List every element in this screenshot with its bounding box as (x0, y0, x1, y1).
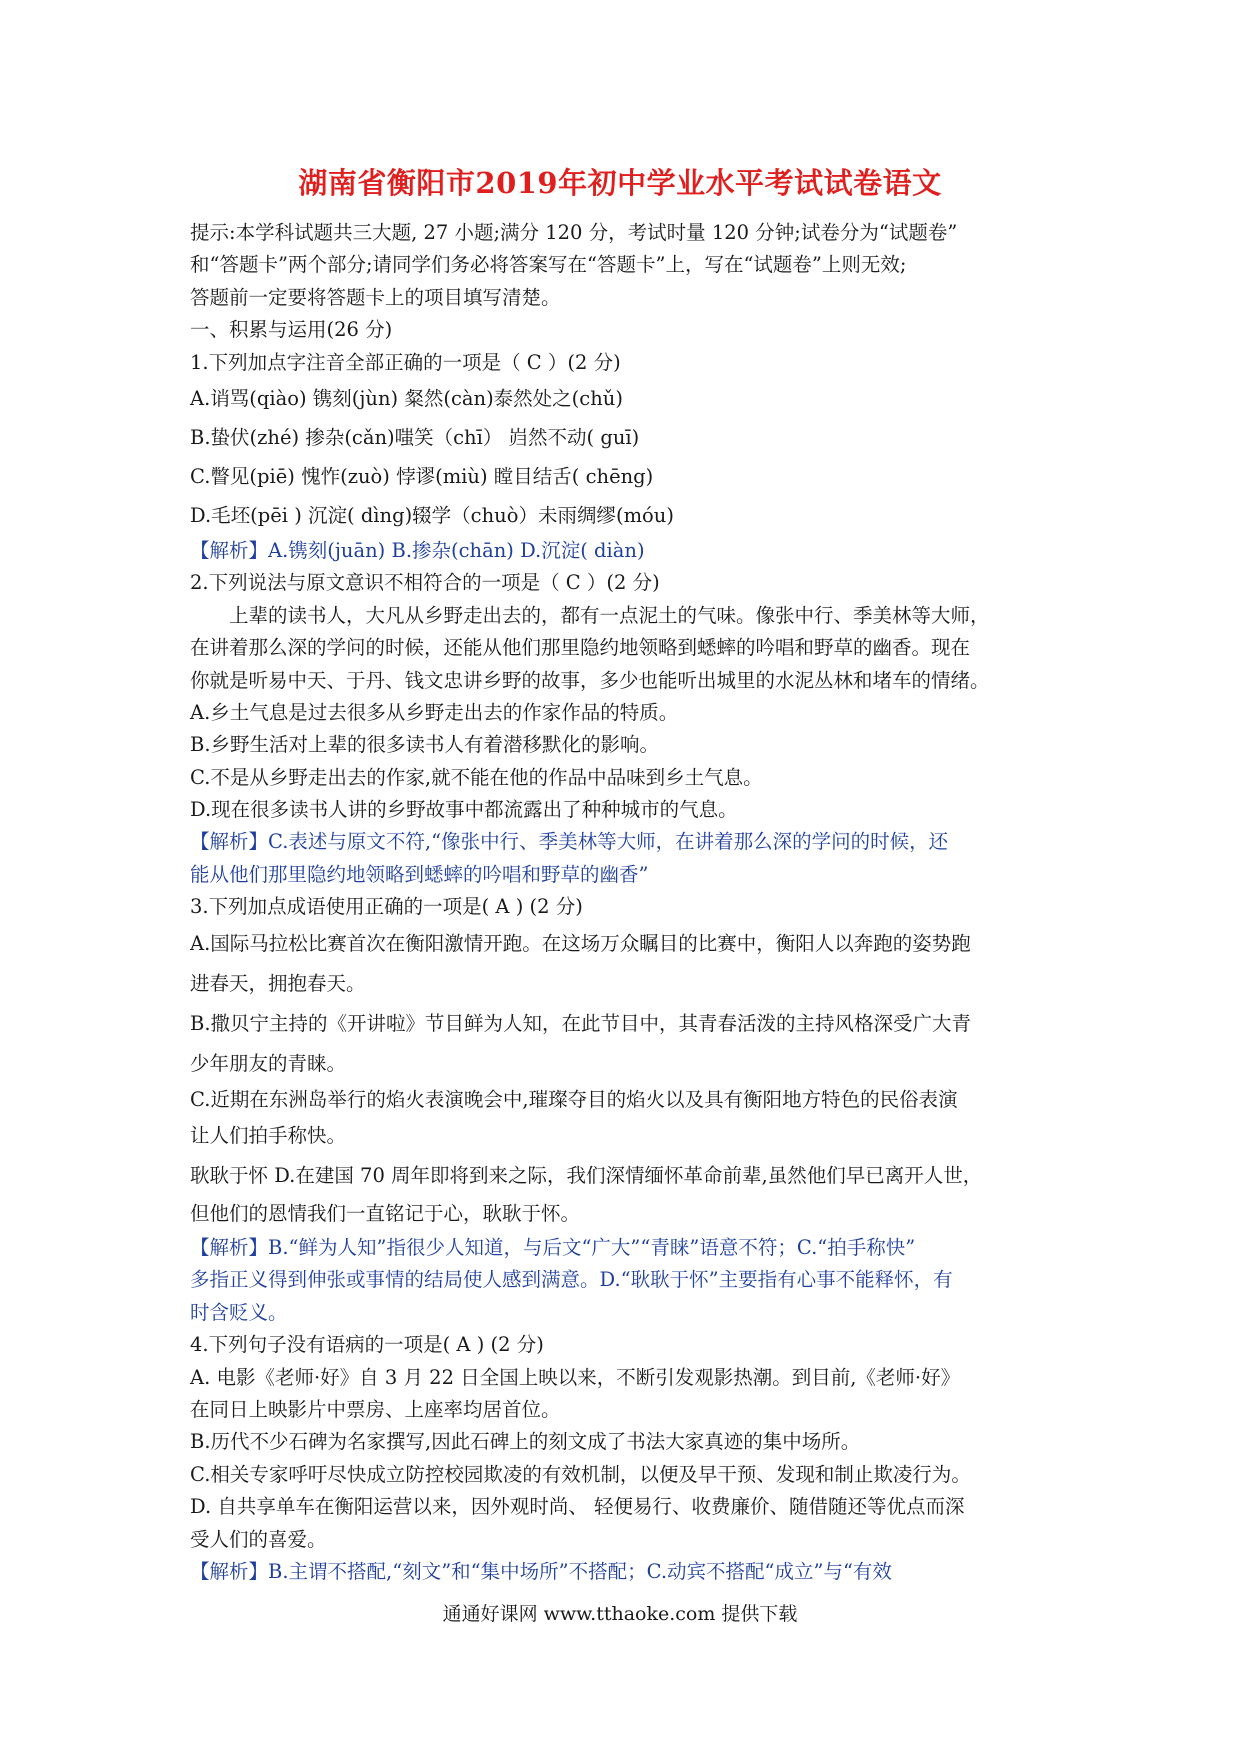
question-3-analysis: 【解析】B.“鲜为人知”指很少人知道，与后文“广大”“青睐”语意不符；C.“拍手称快” (190, 1236, 916, 1260)
question-2-option-c: C.不是从乡野走出去的作家,就不能在他的作品中品味到乡土气息。 (190, 765, 763, 789)
question-3-option-b: B.撒贝宁主持的《开讲啦》节目鲜为人知，在此节目中，其青春活泼的主持风格深受广大青 (190, 1011, 972, 1035)
section-heading: 一、积累与运用(26 分) (190, 318, 393, 342)
document-body (190, 217, 1062, 1588)
question-3-analysis: 时含贬义。 (190, 1300, 288, 1324)
question-3-option-a: A.国际马拉松比赛首次在衡阳激情开跑。在这场万众瞩目的比赛中，衡阳人以奔跑的姿势跑 (190, 931, 971, 955)
question-3-option-a: 进春天，拥抱春天。 (190, 971, 366, 995)
question-2-option-d: D.现在很多读书人讲的乡野故事中都流露出了种种城市的气息。 (190, 798, 738, 822)
question-3-option-c: 让人们拍手称快。 (190, 1124, 347, 1148)
question-4-option-d: D. 自共享单车在衡阳运营以来，因外观时尚、 轻便易行、收费廉价、随借随还等优点而深 (190, 1495, 965, 1519)
instruction-line: 和“答题卡”两个部分;请同学们务必将答案写在“答题卡”上，写在“试题卷”上则无效; (190, 253, 907, 277)
question-3-option-b: 少年朋友的青睐。 (190, 1051, 347, 1075)
question-3-option-d: 耿耿于怀 D.在建国 70 周年即将到来之际，我们深情缅怀革命前辈,虽然他们早已离开人世， (190, 1164, 983, 1188)
question-2-analysis: 【解析】C.表述与原文不符,“像张中行、季美林等大师，在讲着那么深的学问的时候，还 (190, 830, 949, 854)
question-1-stem: 1.下列加点字注音全部正确的一项是（ C ）(2 分) (190, 350, 621, 374)
instruction-line: 答题前一定要将答题卡上的项目填写清楚。 (190, 285, 561, 309)
question-1-option-d: D.毛坯(pēi ) 沉淀( dìng)辍学（chuò）未雨绸缪(móu) (190, 503, 674, 527)
question-2-option-a: A.乡土气息是过去很多从乡野走出去的作家作品的特质。 (190, 700, 679, 724)
question-3-analysis: 多指正义得到伸张或事情的结局使人感到满意。D.“耿耿于怀”主要指有心事不能释怀，有 (190, 1268, 953, 1292)
question-1-option-b: B.蛰伏(zhé) 掺杂(cǎn)嗤笑（chī） 岿然不动( guī) (190, 425, 640, 449)
question-4-option-a: A. 电影《老师·好》自 3 月 22 日全国上映以来，不断引发观影热潮。到目前,《老师·好》 (190, 1365, 961, 1389)
question-4-option-d: 受人们的喜爱。 (190, 1527, 327, 1551)
question-1-analysis: 【解析】A.镌刻(juān) B.掺杂(chān) D.沉淀( diàn) (190, 538, 645, 562)
question-4-stem: 4.下列句子没有语病的一项是( A ) (2 分) (190, 1333, 544, 1357)
question-2-option-b: B.乡野生活对上辈的很多读书人有着潜移默化的影响。 (190, 733, 660, 757)
passage-line: 你就是听易中天、于丹、钱文忠讲乡野的故事，多少也能听出城里的水泥丛林和堵车的情绪。 (190, 668, 990, 692)
document-title: 湖南省衡阳市2019年初中学业水平考试试卷语文 (298, 166, 942, 200)
instruction-line: 提示:本学科试题共三大题, 27 小题;满分 120 分，考试时量 120 分钟;试卷分为“试题卷” (190, 221, 958, 244)
question-4-option-a: 在同日上映影片中票房、上座率均居首位。 (190, 1397, 561, 1421)
question-4-option-c: C.相关专家呼吁尽快成立防控校园欺凌的有效机制，以便及早干预、发现和制止欺凌行为。 (190, 1462, 971, 1486)
question-2-analysis: 能从他们那里隐约地领略到蟋蟀的吟唱和野草的幽香” (190, 862, 649, 886)
question-3-stem: 3.下列加点成语使用正确的一项是( A ) (2 分) (190, 895, 583, 919)
question-4-option-b: B.历代不少石碑为名家撰写,因此石碑上的刻文成了书法大家真迹的集中场所。 (190, 1430, 861, 1454)
question-2-stem: 2.下列说法与原文意识不相符合的一项是（ C ）(2 分) (190, 571, 660, 595)
page-footer: 通通好课网 www.tthaoke.com 提供下载 (442, 1603, 798, 1625)
question-3-option-d: 但他们的恩情我们一直铭记于心，耿耿于怀。 (190, 1202, 581, 1226)
question-3-option-c: C.近期在东洲岛举行的焰火表演晚会中,璀璨夺目的焰火以及具有衡阳地方特色的民俗表演 (190, 1087, 958, 1111)
question-1-option-c: C.瞥见(piē) 愧怍(zuò) 悖谬(miù) 瞠目结舌( chēng) (190, 464, 654, 488)
question-4-analysis: 【解析】B.主谓不搭配,“刻文”和“集中场所”不搭配；C.动宾不搭配“成立”与“有效 (190, 1559, 892, 1583)
question-1-option-a: A.诮骂(qiào) 镌刻(jùn) 粲然(càn)泰然处之(chǔ) (190, 386, 623, 410)
passage-line: 在讲着那么深的学问的时候，还能从他们那里隐约地领略到蟋蟀的吟唱和野草的幽香。现在 (190, 636, 971, 660)
passage-line: 上辈的读书人，大凡从乡野走出去的，都有一点泥土的气味。像张中行、季美林等大师， (229, 603, 990, 627)
